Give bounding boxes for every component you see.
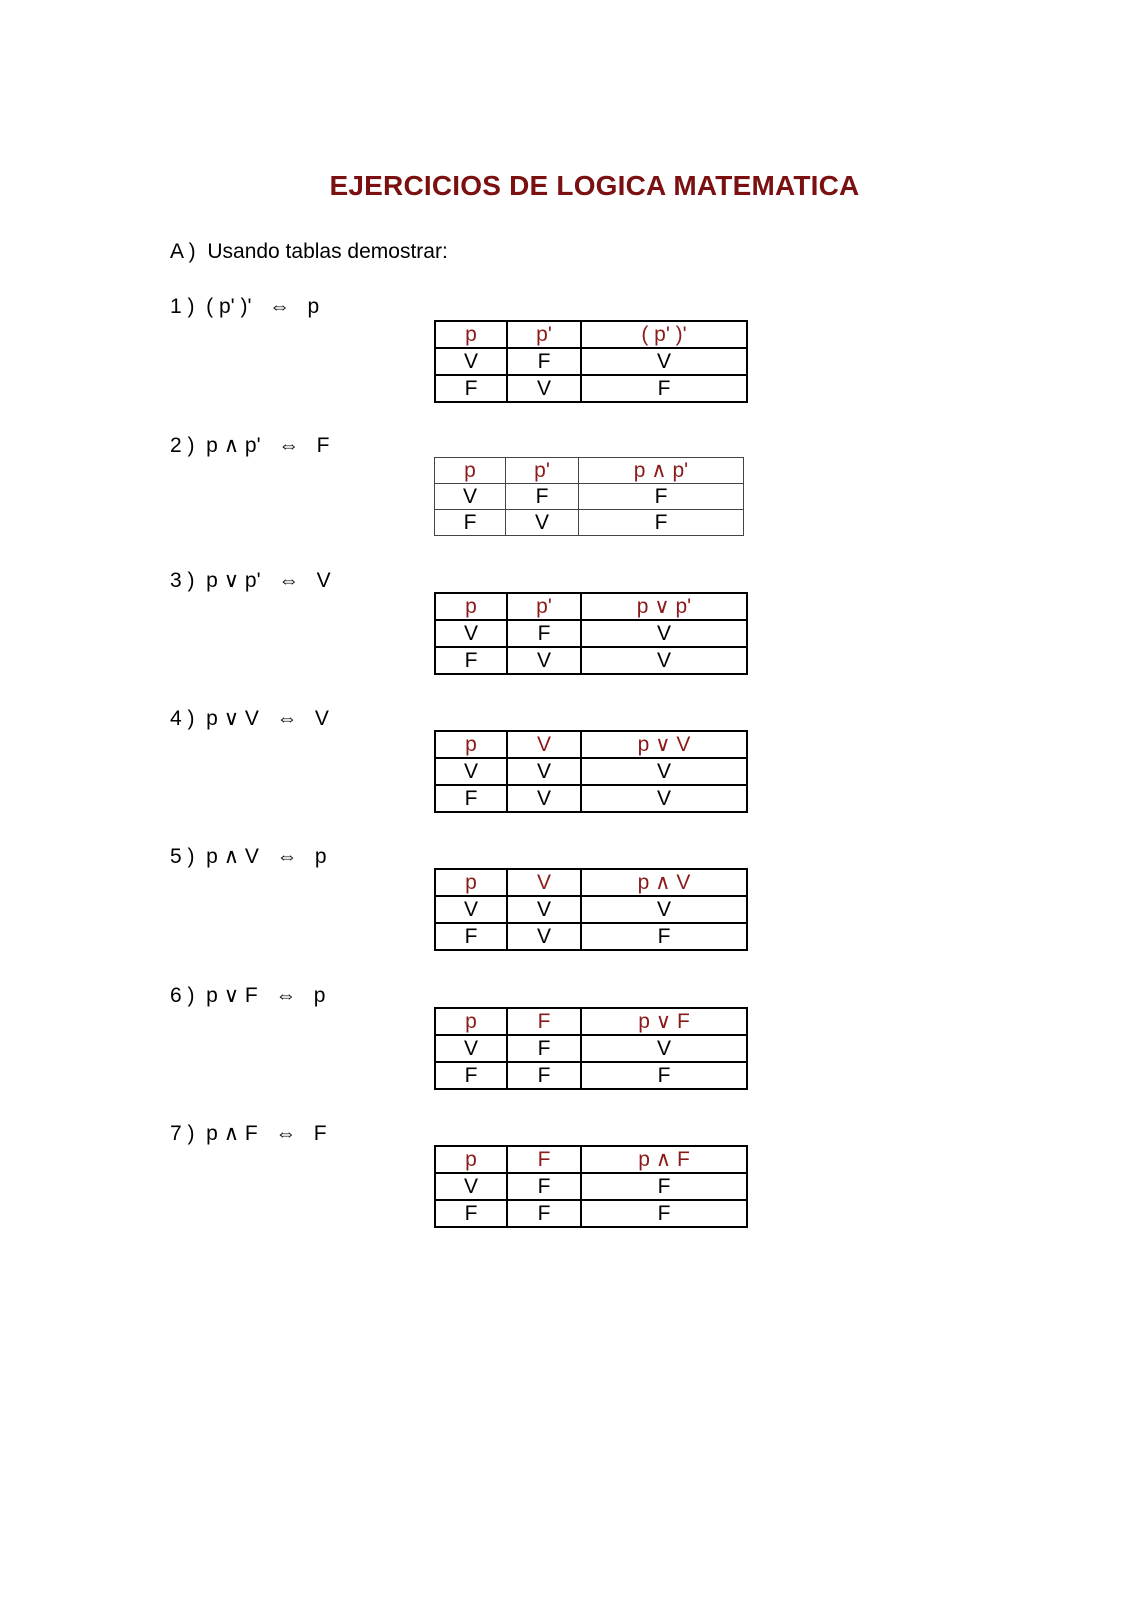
header-cell: p ∨ F (581, 1008, 747, 1035)
table-cell: F (581, 1173, 747, 1200)
table-header-row (435, 1146, 747, 1173)
table-row (435, 1062, 747, 1089)
table-cell: F (507, 1035, 581, 1062)
truth-table-6 (434, 1007, 748, 1090)
table-header-row (435, 593, 747, 620)
table-cell: V (435, 758, 507, 785)
table-cell: V (435, 620, 507, 647)
table-cell: F (435, 1062, 507, 1089)
table-row (435, 375, 747, 402)
table-cell: F (507, 348, 581, 375)
table-header-row (435, 1008, 747, 1035)
header-cell: p ∧ V (581, 869, 747, 896)
table-cell: V (435, 1173, 507, 1200)
header-cell: p ∨ p' (581, 593, 747, 620)
table-cell: F (506, 484, 579, 510)
table-cell: V (507, 785, 581, 812)
exercise-2-statement: 2 ) p ∧ p' ⇔ F (170, 434, 330, 457)
table-row (435, 348, 747, 375)
truth-table-1 (434, 320, 748, 403)
table-row (435, 785, 747, 812)
table-cell: F (435, 785, 507, 812)
truth-table-3 (434, 592, 748, 675)
table-row (435, 1035, 747, 1062)
table-cell: F (581, 1062, 747, 1089)
header-cell: p (435, 1008, 507, 1035)
truth-table-7 (434, 1145, 748, 1228)
header-cell: F (507, 1146, 581, 1173)
table-cell: V (507, 896, 581, 923)
table-cell: F (579, 510, 744, 536)
page-title: EJERCICIOS DE LOGICA MATEMATICA (329, 170, 860, 201)
table-cell: F (507, 1173, 581, 1200)
table-cell: F (581, 375, 747, 402)
table-row (435, 647, 747, 674)
truth-table-5 (434, 868, 748, 951)
table-cell: V (506, 510, 579, 536)
table-cell: V (581, 785, 747, 812)
table-row (435, 620, 747, 647)
table-cell: F (435, 375, 507, 402)
table-row (435, 923, 747, 950)
table-cell: V (507, 647, 581, 674)
header-cell: V (507, 731, 581, 758)
header-cell: V (507, 869, 581, 896)
table-cell: V (435, 484, 506, 510)
header-cell: p (435, 1146, 507, 1173)
header-cell: p (435, 458, 506, 484)
exercise-7-statement: 7 ) p ∧ F ⇔ F (170, 1122, 327, 1145)
instruction-text: A ) Usando tablas demostrar: (170, 240, 448, 263)
header-cell: p ∨ V (581, 731, 747, 758)
exercise-1-statement: 1 ) ( p' )' ⇔ p (170, 295, 320, 318)
header-cell: p (435, 731, 507, 758)
header-cell: p' (506, 458, 579, 484)
table-cell: V (507, 375, 581, 402)
table-cell: V (581, 896, 747, 923)
table-header-row (435, 321, 747, 348)
header-cell: F (507, 1008, 581, 1035)
table-header-row (435, 458, 744, 484)
table-cell: V (581, 758, 747, 785)
table-cell: F (435, 1200, 507, 1227)
header-cell: p (435, 593, 507, 620)
table-cell: V (435, 896, 507, 923)
table-cell: V (435, 1035, 507, 1062)
table-cell: V (581, 348, 747, 375)
truth-table-4 (434, 730, 748, 813)
table-cell: F (507, 620, 581, 647)
table-cell: F (581, 1200, 747, 1227)
table-cell: V (581, 647, 747, 674)
table-cell: F (507, 1200, 581, 1227)
exercise-4-statement: 4 ) p ∨ V ⇔ V (170, 707, 329, 730)
table-header-row (435, 731, 747, 758)
table-header-row (435, 869, 747, 896)
header-cell: p ∧ p' (579, 458, 744, 484)
table-cell: F (579, 484, 744, 510)
table-cell: F (435, 923, 507, 950)
table-cell: V (507, 923, 581, 950)
table-row (435, 758, 747, 785)
table-cell: F (435, 647, 507, 674)
table-cell: F (507, 1062, 581, 1089)
header-cell: ( p' )' (581, 321, 747, 348)
header-cell: p ∧ F (581, 1146, 747, 1173)
table-cell: V (581, 620, 747, 647)
table-cell: F (581, 923, 747, 950)
header-cell: p (435, 869, 507, 896)
truth-table-2 (434, 457, 744, 536)
table-cell: V (507, 758, 581, 785)
header-cell: p' (507, 593, 581, 620)
header-cell: p' (507, 321, 581, 348)
table-row (435, 896, 747, 923)
table-row (435, 510, 744, 536)
table-row (435, 1173, 747, 1200)
exercise-3-statement: 3 ) p ∨ p' ⇔ V (170, 569, 331, 592)
exercise-5-statement: 5 ) p ∧ V ⇔ p (170, 845, 327, 868)
exercise-6-statement: 6 ) p ∨ F ⇔ p (170, 984, 326, 1007)
table-cell: V (581, 1035, 747, 1062)
header-cell: p (435, 321, 507, 348)
table-cell: V (435, 348, 507, 375)
table-cell: F (435, 510, 506, 536)
table-row (435, 484, 744, 510)
table-row (435, 1200, 747, 1227)
